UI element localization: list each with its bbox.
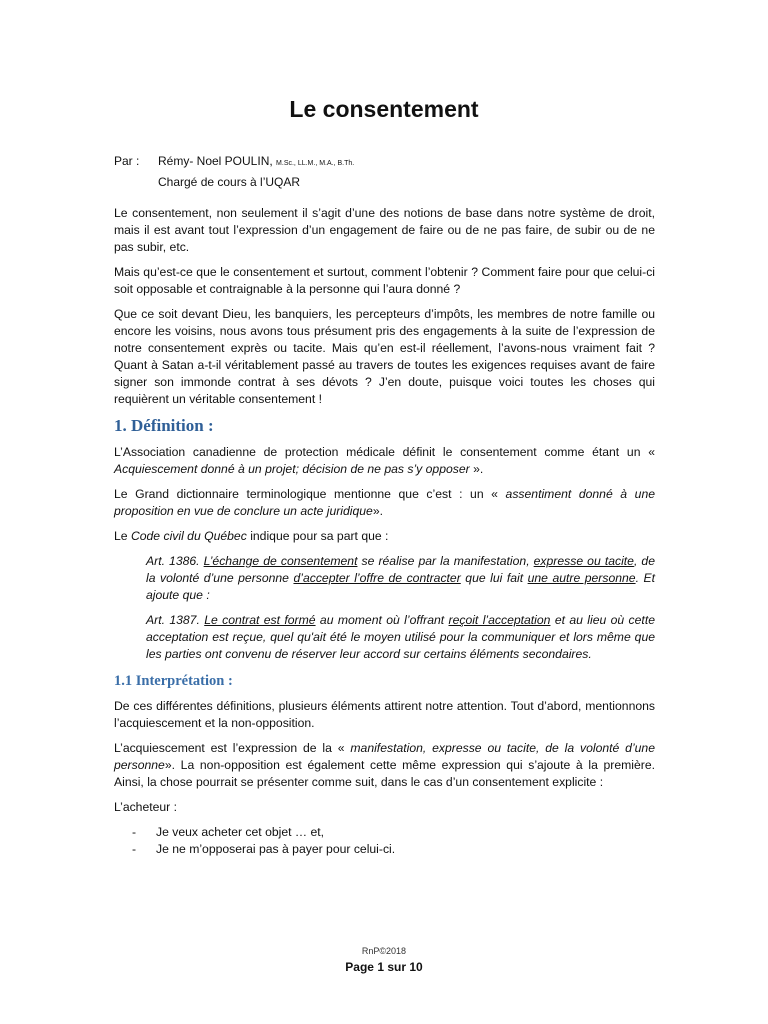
section-heading-definition: 1. Définition :	[114, 416, 214, 435]
article-1387: Art. 1387. Le contrat est formé au moment où l’offrant reçoit l’acceptation et au lieu où cette acceptation est reçue, quel qu'ait été le moyen utilisé pour la communiquer et lors même que les parties ont convenu de réserver leur accord sur certains éléments secondaires.	[146, 613, 655, 661]
buyer-label: L’acheteur :	[114, 800, 178, 814]
interpretation-paragraph-1: De ces différentes définitions, plusieurs éléments attirent notre attention. Tout d’abord, mentionnons l’acquiescement et la non-opposition.	[114, 699, 655, 730]
document-body	[114, 205, 655, 858]
intro-paragraph-2: Mais qu’est-ce que le consentement et surtout, comment l’obtenir ? Comment faire pour que celui-ci soit opposable et contraignable à la personne qui l’aura donné ?	[114, 265, 655, 296]
interpretation-paragraph-2: L’acquiescement est l’expression de la « manifestation, expresse ou tacite, de la volonté d’une personne». La non-opposition est également cette même expression qui s’ajoute à la première. Ainsi, la chose pourrait se présenter comme suit, dans le cas d’un consentement explicite :	[114, 741, 655, 789]
page-title: Le consentement	[289, 96, 479, 122]
author-degrees: M.Sc., LL.M., M.A., B.Th.	[276, 160, 355, 167]
list-item: - Je veux acheter cet objet … et,	[132, 825, 325, 839]
definition-paragraph-2: Le Grand dictionnaire terminologique mentionne que c’est : un « assentiment donné à une proposition en vue de conclure un acte juridique».	[114, 487, 656, 518]
definition-paragraph-3: Le Code civil du Québec indique pour sa part que :	[114, 529, 389, 543]
definition-paragraph-1: L’Association canadienne de protection médicale définit le consentement comme étant un « Acquiescement donné à un projet; décision de ne pas s’y opposer ».	[114, 445, 655, 476]
page-footer	[0, 946, 768, 974]
page-number: Page 1 sur 10	[345, 960, 423, 974]
intro-paragraph-3: Que ce soit devant Dieu, les banquiers, les percepteurs d’impôts, les membres de notre famille ou encore les voisins, nous avons tous présument pris des engagements à la suite de l’expression de notre consentement exprès ou tacite. Mais qu’en est-il réellement, l’avons-nous vraiment fait ? Quant à Satan a-t-il véritablement passé au travers de toutes les exigences requises avant de faire signer son immonde contrat à ses dévots ? J’en doute, puisque voici toutes les choses qui requièrent un véritable consentement !	[114, 307, 655, 406]
list-item: - Je ne m’opposerai pas à payer pour celui-ci.	[132, 842, 396, 856]
author-role: Chargé de cours à l’UQAR	[158, 175, 301, 189]
author-block	[114, 152, 354, 192]
quoted-articles	[146, 553, 655, 663]
intro-paragraph-1: Le consentement, non seulement il s’agit d’une des notions de base dans notre système de droit, mais il est avant tout l’expression d’un engagement de faire ou de ne pas faire, de subir ou de ne pas subir, etc.	[114, 206, 655, 254]
author-label: Par :	[114, 154, 140, 168]
buyer-list	[114, 824, 655, 858]
footer-copyright: RnP©2018	[361, 946, 407, 956]
article-1386: Art. 1386. L’échange de consentement se réalise par la manifestation, expresse ou tacite, de la volonté d’une personne d’accepter l’offre de contracter que lui fait une autre personne. Et ajoute que :	[146, 554, 655, 602]
section-heading-interpretation: 1.1 Interprétation :	[114, 673, 233, 689]
author-name: Rémy- Noel POULIN, M.Sc., LL.M., M.A., B.Th.	[158, 154, 355, 168]
